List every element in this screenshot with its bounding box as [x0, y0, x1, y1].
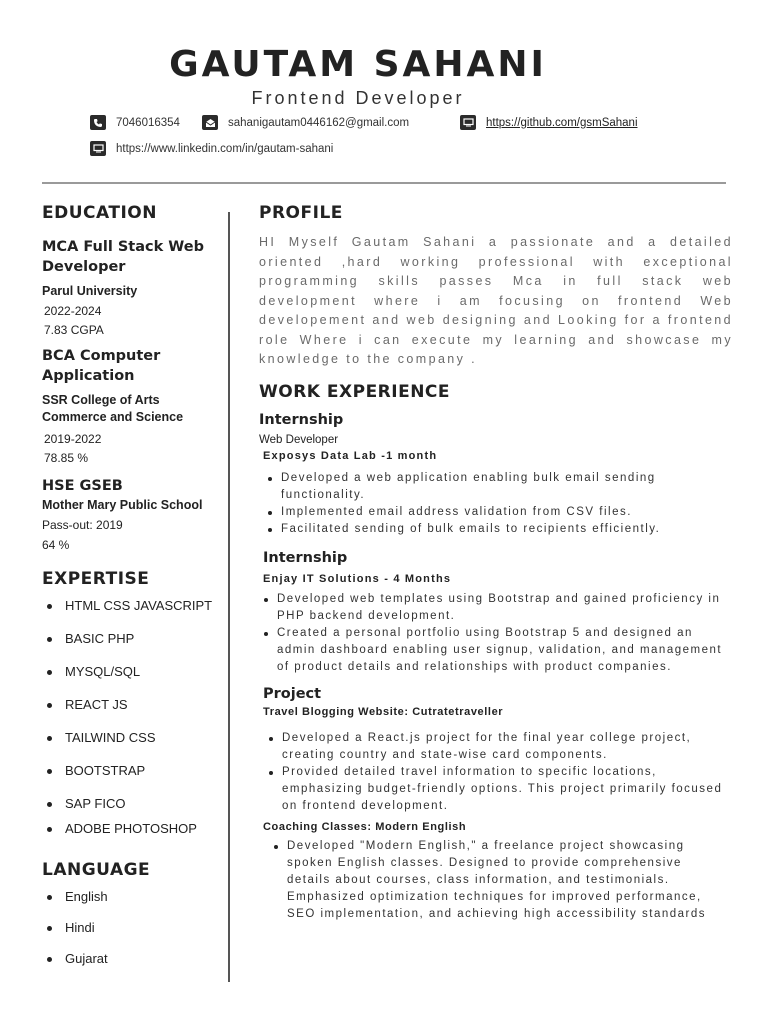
degree: HSE GSEB	[42, 478, 123, 494]
list-item: MYSQL/SQL	[42, 664, 222, 697]
project-title: Coaching Classes: Modern English	[263, 820, 467, 833]
project-heading: Project	[263, 685, 322, 702]
list-item: REACT JS	[42, 697, 222, 730]
years: 2022-2024	[44, 304, 102, 318]
list-item: BOOTSTRAP	[42, 763, 222, 796]
monitor-icon	[460, 115, 476, 130]
monitor-icon	[90, 141, 106, 156]
candidate-role: Frontend Developer	[251, 88, 465, 108]
list-item: Developed web templates using Bootstrap and gained proficiency in PHP backend development.	[255, 591, 733, 625]
institution: SSR College of Arts Commerce and Science	[42, 393, 184, 424]
column-divider	[228, 212, 230, 982]
education-item	[42, 476, 222, 555]
list-item: Hindi	[42, 920, 222, 951]
project-bullets	[265, 838, 713, 923]
list-item: Implemented email address validation from CSV files.	[259, 504, 733, 521]
list-item: TAILWIND CSS	[42, 730, 222, 763]
left-column	[42, 203, 222, 982]
linkedin-link[interactable]: https://www.linkedin.com/in/gautam-sahani	[116, 142, 334, 155]
list-item: Developed a web application enabling bulk email sending functionality.	[259, 470, 733, 504]
language-title: LANGUAGE	[42, 860, 151, 880]
project-title: Travel Blogging Website: Cutratetraveller	[263, 705, 504, 718]
list-item: HTML CSS JAVASCRIPT	[42, 598, 222, 631]
institution: Parul University	[42, 284, 138, 298]
expertise-title: EXPERTISE	[42, 569, 150, 589]
contact-phone	[90, 115, 180, 130]
list-item: Facilitated sending of bulk emails to recipients efficiently.	[259, 521, 733, 538]
list-item: Provided detailed travel information to specific locations, emphasizing budget-friendly options. This project primarily focused on frontend development.	[260, 764, 733, 815]
project-section	[259, 686, 733, 923]
list-item: Developed a React.js project for the final year college project, creating country and state-wise card components.	[260, 730, 733, 764]
score: 7.83 CGPA	[44, 323, 104, 337]
institution: Mother Mary Public School	[42, 498, 203, 512]
internship-role: Web Developer	[259, 433, 339, 446]
language-list	[42, 889, 222, 982]
project-bullets	[260, 730, 733, 815]
right-column	[259, 203, 733, 923]
contact-linkedin	[90, 141, 333, 156]
email-address: sahanigautam0446162@gmail.com	[228, 116, 410, 129]
contact-email	[202, 115, 409, 130]
list-item: Created a personal portfolio using Bootstrap 5 and designed an admin dashboard enabling user signup, validation, and management of product details and relationships with product companies.	[255, 625, 733, 676]
expertise-list	[42, 598, 222, 846]
internship-bullets	[255, 591, 733, 676]
degree: MCA Full Stack Web Developer	[42, 239, 204, 275]
list-item: Developed "Modern English," a freelance project showcasing spoken English classes. Designed to provide comprehensive details about courses, class information, and testimonials. Emphasized optimization techniques for improved performance, SEO implementation, and achieving high accessibility standards	[265, 838, 713, 923]
internship-company: Enjay IT Solutions - 4 Months	[263, 572, 452, 585]
score: 78.85 %	[44, 451, 89, 465]
internship-1	[259, 412, 733, 538]
education-item	[42, 346, 222, 468]
phone-number: 7046016354	[116, 116, 180, 129]
list-item: SAP FICO	[42, 796, 222, 821]
education-title: EDUCATION	[42, 203, 157, 223]
email-icon	[202, 115, 218, 130]
header-divider	[42, 182, 726, 184]
github-link[interactable]: https://github.com/gsmSahani	[486, 116, 638, 129]
contact-github	[460, 115, 638, 130]
degree: BCA Computer Application	[42, 348, 161, 384]
list-item: English	[42, 889, 222, 920]
internship-heading: Internship	[263, 549, 348, 566]
list-item: BASIC PHP	[42, 631, 222, 664]
list-item: ADOBE PHOTOSHOP	[42, 821, 222, 846]
years: Pass-out: 2019	[42, 518, 123, 532]
profile-text: HI Myself Gautam Sahani a passionate and a detailed oriented ,hard working professional with exceptional programming skills passes Mca in full stack web development where i am focusing on frontend Web developement and web designing and Looking for a frontend role Where i can execute my learning and showcase my knowledge to the company .	[259, 235, 733, 366]
internship-heading: Internship	[259, 411, 344, 428]
phone-icon	[90, 115, 106, 130]
years: 2019-2022	[44, 432, 102, 446]
internship-company: Exposys Data Lab -1 month	[263, 449, 438, 462]
internship-2	[259, 550, 733, 676]
score: 64 %	[42, 538, 70, 552]
work-experience-title: WORK EXPERIENCE	[259, 381, 451, 402]
list-item: Gujarat	[42, 951, 222, 982]
profile-title: PROFILE	[259, 203, 343, 223]
internship-bullets	[259, 470, 733, 538]
candidate-name: GAUTAM SAHANI	[169, 44, 547, 85]
education-item	[42, 237, 222, 340]
